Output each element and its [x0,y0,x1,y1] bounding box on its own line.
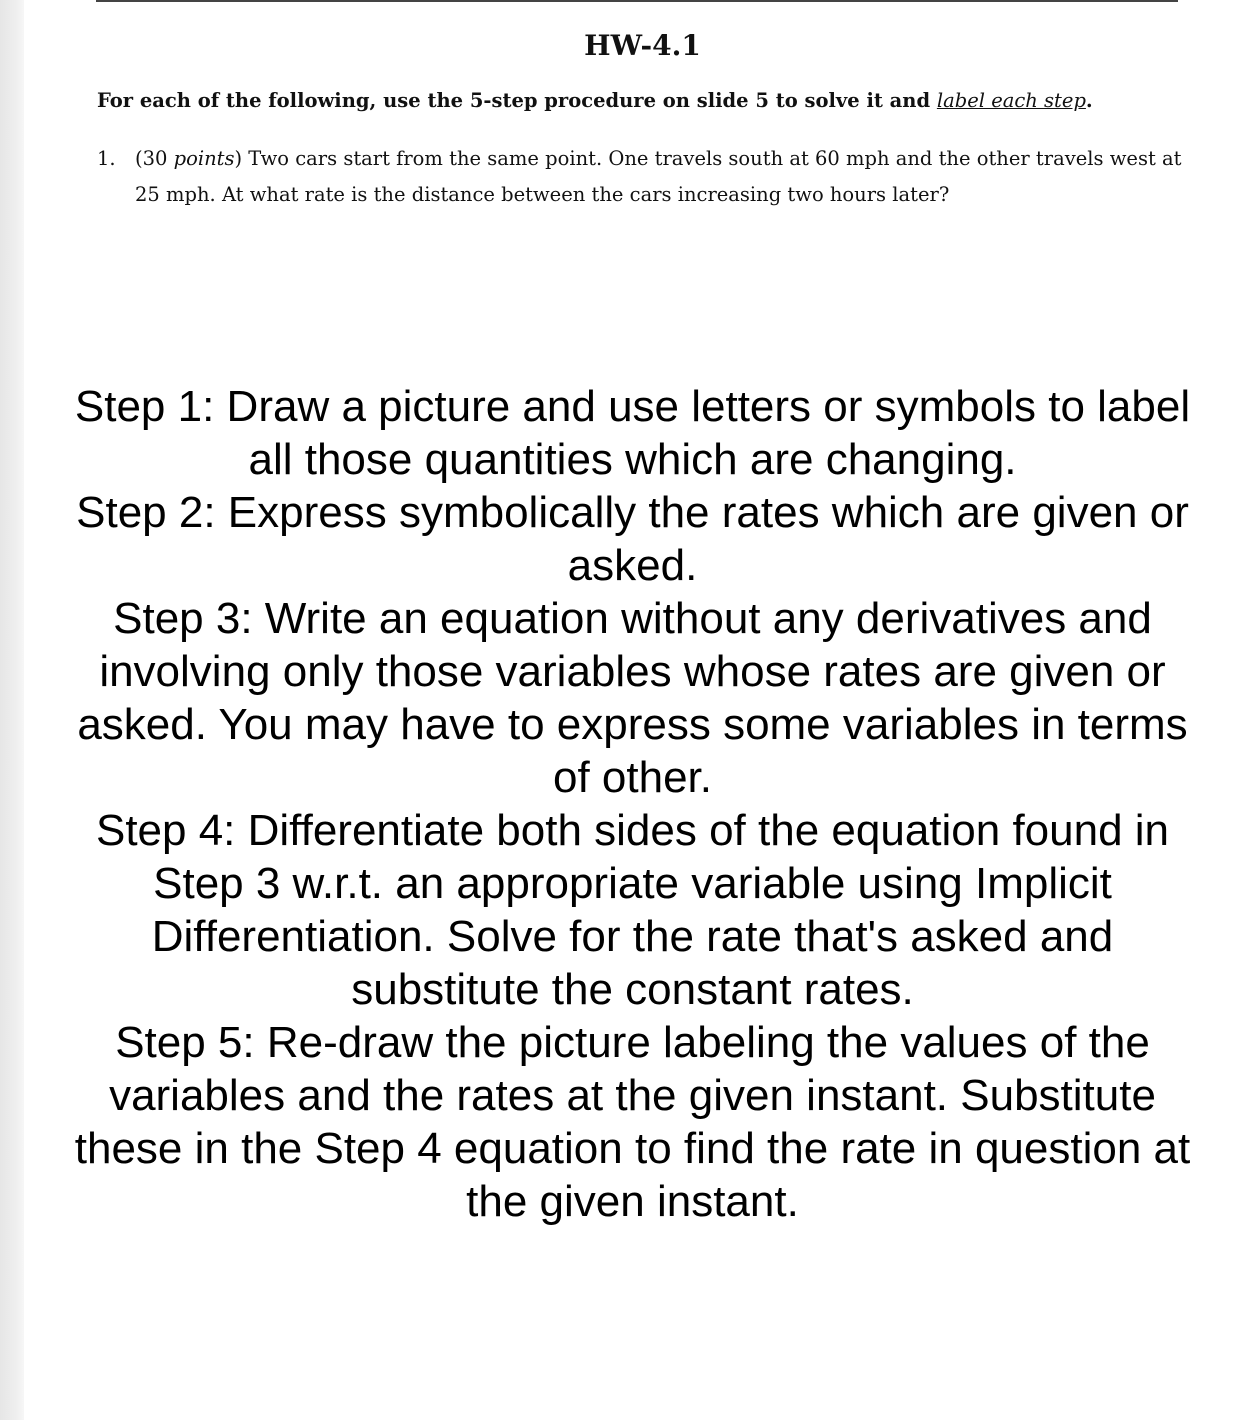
page-left-margin [0,0,24,1420]
step-3: Step 3: Write an equation without any derivatives and involving only those variables whose rates are given or asked. You may have to express some variables in terms of other. [77,594,1188,802]
step-2: Step 2: Express symbolically the rates which are given or asked. [76,488,1189,590]
step-5: Step 5: Re-draw the picture labeling the values of the variables and the rates at the given instant. Substitute these in the Step 4 equation to find the rate in question at the given instant. [74,1018,1191,1226]
problem-body [97,141,1182,213]
problem-text: Two cars start from the same point. One travels south at 60 mph and the other travels west at 25 mph. At what rate is the distance between the cars increasing two hours later? [135,147,1182,206]
step-4: Step 4: Differentiate both sides of the equation found in Step 3 w.r.t. an appropriate variable using Implicit Differentiation. Solve for the rate that's asked and substitute the constant rates. [95,806,1170,1014]
problem-number: 1. [97,147,116,170]
step-1: Step 1: Draw a picture and use letters or symbols to label all those quantities which are changing. [74,382,1191,484]
points-close: ) [234,147,243,170]
document-title: HW-4.1 [584,29,701,62]
instructions-text: For each of the following, use the 5-step procedure on slide 5 to solve it and [97,89,937,112]
problem-1 [97,141,1182,213]
points-label: points [173,147,235,170]
points-open: (30 [135,147,174,170]
instructions [97,89,1093,112]
top-divider [96,0,1178,2]
instructions-emphasis: label each step [936,89,1086,112]
instructions-suffix: . [1085,89,1093,112]
steps-block [60,380,1205,1228]
